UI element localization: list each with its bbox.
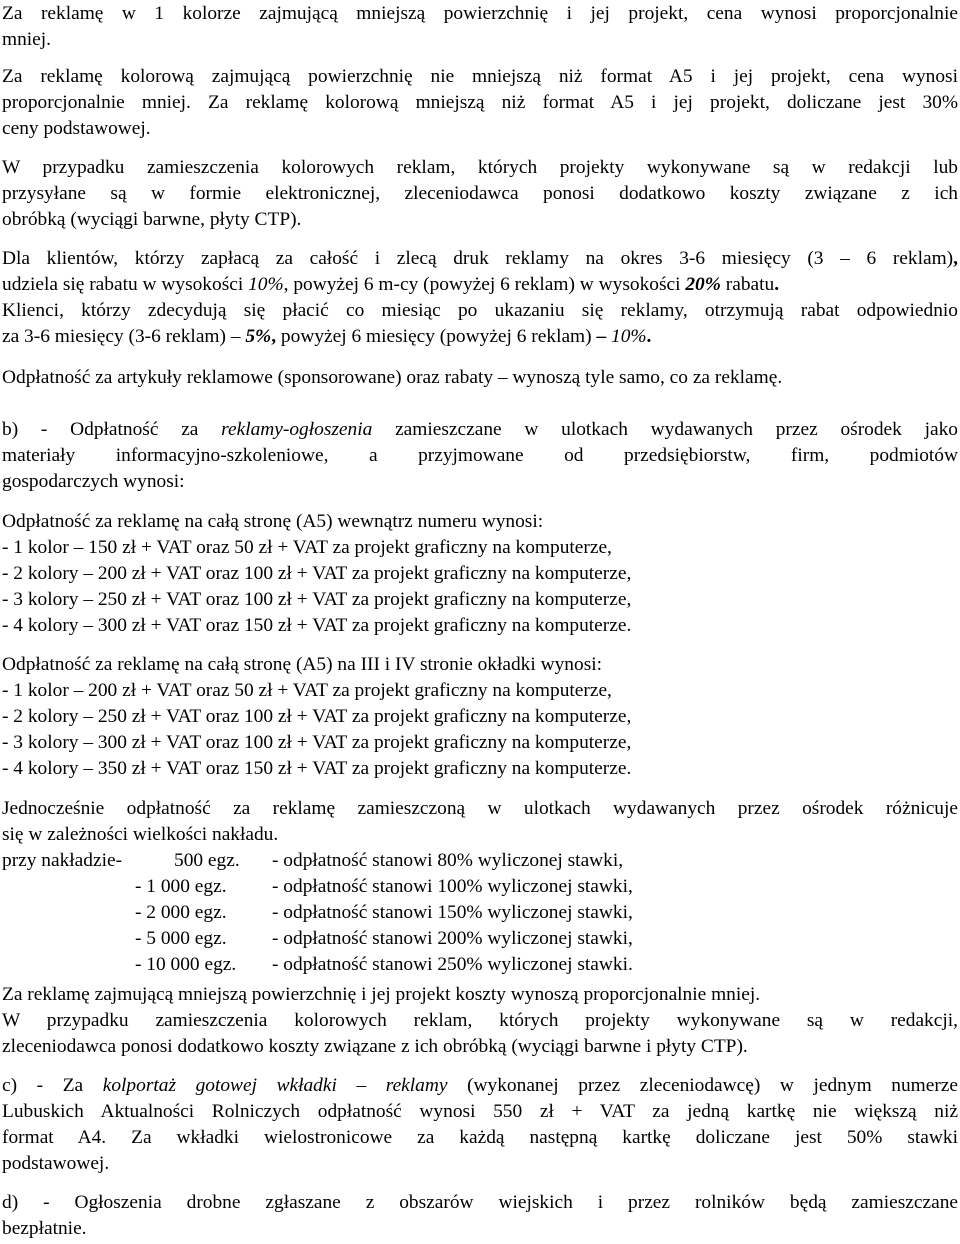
circulation-qty: - 5 000 egz. bbox=[135, 928, 227, 949]
inside-price-row: - 1 kolor – 150 zł + VAT oraz 50 zł + VAT za projekt graficzny na komputerze, bbox=[2, 537, 612, 558]
circulation-desc: - odpłatność stanowi 200% wyliczonej stawki, bbox=[272, 928, 633, 949]
intro-line-3: Za reklamę kolorową zajmującą powierzchnię nie mniejszą niż format A5 i jej projekt, cena wynosi bbox=[2, 66, 958, 87]
sponsored-line: Odpłatność za artykuły reklamowe (sponsorowane) oraz rabaty – wynoszą tyle samo, co za reklamę. bbox=[2, 367, 783, 388]
circulation-line-1: Jednocześnie odpłatność za reklamę zamieszczoną w ulotkach wydawanych przez ośrodek różnicuje bbox=[2, 798, 958, 819]
circulation-after-1: Za reklamę zajmującą mniejszą powierzchnię i jej projekt koszty wynoszą proporcjonalnie mniej. bbox=[2, 984, 761, 1005]
color-paragraph-line-1: W przypadku zamieszczenia kolorowych reklam, których projekty wykonywane są w redakcji lub bbox=[2, 157, 958, 178]
circulation-after-3: zleceniodawca ponosi dodatkowo koszty związane z ich obróbką (wyciągi barwne i płyty CTP). bbox=[2, 1036, 748, 1057]
cover-price-heading: Odpłatność za reklamę na całą stronę (A5) na III i IV stronie okładki wynosi: bbox=[2, 654, 603, 675]
inside-price-heading: Odpłatność za reklamę na całą stronę (A5) wewnątrz numeru wynosi: bbox=[2, 511, 544, 532]
section-c-line-2: Lubuskich Aktualności Rolniczych odpłatność wynosi 550 zł + VAT za jedną kartkę nie większą niż bbox=[2, 1101, 958, 1122]
circulation-desc: - odpłatność stanowi 250% wyliczonej stawki. bbox=[272, 954, 633, 975]
discount-line-2: udziela się rabatu w wysokości 10%, powyżej 6 m-cy (powyżej 6 reklam) w wysokości 20% rabatu. bbox=[2, 274, 780, 295]
section-c-line-4: podstawowej. bbox=[2, 1153, 110, 1174]
discount-line-1: Dla klientów, którzy zapłacą za całość i zlecą druk reklamy na okres 3-6 miesięcy (3 – 6 reklam), bbox=[2, 248, 958, 269]
circulation-desc: - odpłatność stanowi 150% wyliczonej stawki, bbox=[272, 902, 633, 923]
inside-price-row: - 4 kolory – 300 zł + VAT oraz 150 zł + VAT za projekt graficzny na komputerze. bbox=[2, 615, 632, 636]
section-d-line-1: d) - Ogłoszenia drobne zgłaszane z obszarów wiejskich i przez rolników będą zamieszczane bbox=[2, 1192, 958, 1213]
section-c-line-1: c) - Za kolportaż gotowej wkładki – reklamy (wykonanej przez zleceniodawcę) w jednym numerze bbox=[2, 1075, 958, 1096]
intro-line-4: proporcjonalnie mniej. Za reklamę kolorową mniejszą niż format A5 i jej projekt, doliczane jest 30% bbox=[2, 92, 958, 113]
intro-line-5: ceny podstawowej. bbox=[2, 118, 151, 139]
section-b-line-3: gospodarczych wynosi: bbox=[2, 471, 185, 492]
circulation-desc: - odpłatność stanowi 100% wyliczonej stawki, bbox=[272, 876, 633, 897]
circulation-qty: - 1 000 egz. bbox=[135, 876, 227, 897]
section-b-line-1: b) - Odpłatność za reklamy-ogłoszenia zamieszczane w ulotkach wydawanych przez ośrodek jako bbox=[2, 419, 958, 440]
cover-price-row: - 3 kolory – 300 zł + VAT oraz 100 zł + VAT za projekt graficzny na komputerze, bbox=[2, 732, 632, 753]
discount-line-3: Klienci, którzy zdecydują się płacić co miesiąc po ukazaniu się reklamy, otrzymują rabat odpowiednio bbox=[2, 300, 958, 321]
intro-line-2: mniej. bbox=[2, 29, 52, 50]
circulation-line-2: się w zależności wielkości nakładu. bbox=[2, 824, 279, 845]
cover-price-row: - 1 kolor – 200 zł + VAT oraz 50 zł + VAT za projekt graficzny na komputerze, bbox=[2, 680, 612, 701]
circulation-qty: - 10 000 egz. bbox=[135, 954, 237, 975]
cover-price-row: - 2 kolory – 250 zł + VAT oraz 100 zł + VAT za projekt graficzny na komputerze, bbox=[2, 706, 632, 727]
color-paragraph-line-2: przysyłane są w formie elektronicznej, zleceniodawca ponosi dodatkowo koszty związane z ich bbox=[2, 183, 958, 204]
circulation-after-2: W przypadku zamieszczenia kolorowych reklam, których projekty wykonywane są w redakcji, bbox=[2, 1010, 958, 1031]
circulation-desc: - odpłatność stanowi 80% wyliczonej stawki, bbox=[272, 850, 624, 871]
intro-line-1: Za reklamę w 1 kolorze zajmującą mniejszą powierzchnię i jej projekt, cena wynosi proporcjonalnie bbox=[2, 3, 958, 24]
discount-line-4: za 3-6 miesięcy (3-6 reklam) – 5%, powyżej 6 miesięcy (powyżej 6 reklam) – 10%. bbox=[2, 326, 652, 347]
circulation-qty: 500 egz. bbox=[174, 850, 240, 871]
color-paragraph-line-3: obróbką (wyciągi barwne, płyty CTP). bbox=[2, 209, 302, 230]
section-d-line-2: bezpłatnie. bbox=[2, 1218, 87, 1239]
cover-price-row: - 4 kolory – 350 zł + VAT oraz 150 zł + VAT za projekt graficzny na komputerze. bbox=[2, 758, 632, 779]
inside-price-row: - 2 kolory – 200 zł + VAT oraz 100 zł + VAT za projekt graficzny na komputerze, bbox=[2, 563, 632, 584]
section-c-line-3: format A4. Za wkładki wielostronicowe za każdą następną kartkę doliczane jest 50% stawki bbox=[2, 1127, 958, 1148]
inside-price-row: - 3 kolory – 250 zł + VAT oraz 100 zł + VAT za projekt graficzny na komputerze, bbox=[2, 589, 632, 610]
circulation-qty: - 2 000 egz. bbox=[135, 902, 227, 923]
circulation-prefix: przy nakładzie- bbox=[2, 850, 123, 871]
section-b-line-2: materiały informacyjno-szkoleniowe, a przyjmowane od przedsiębiorstw, firm, podmiotów bbox=[2, 445, 958, 466]
